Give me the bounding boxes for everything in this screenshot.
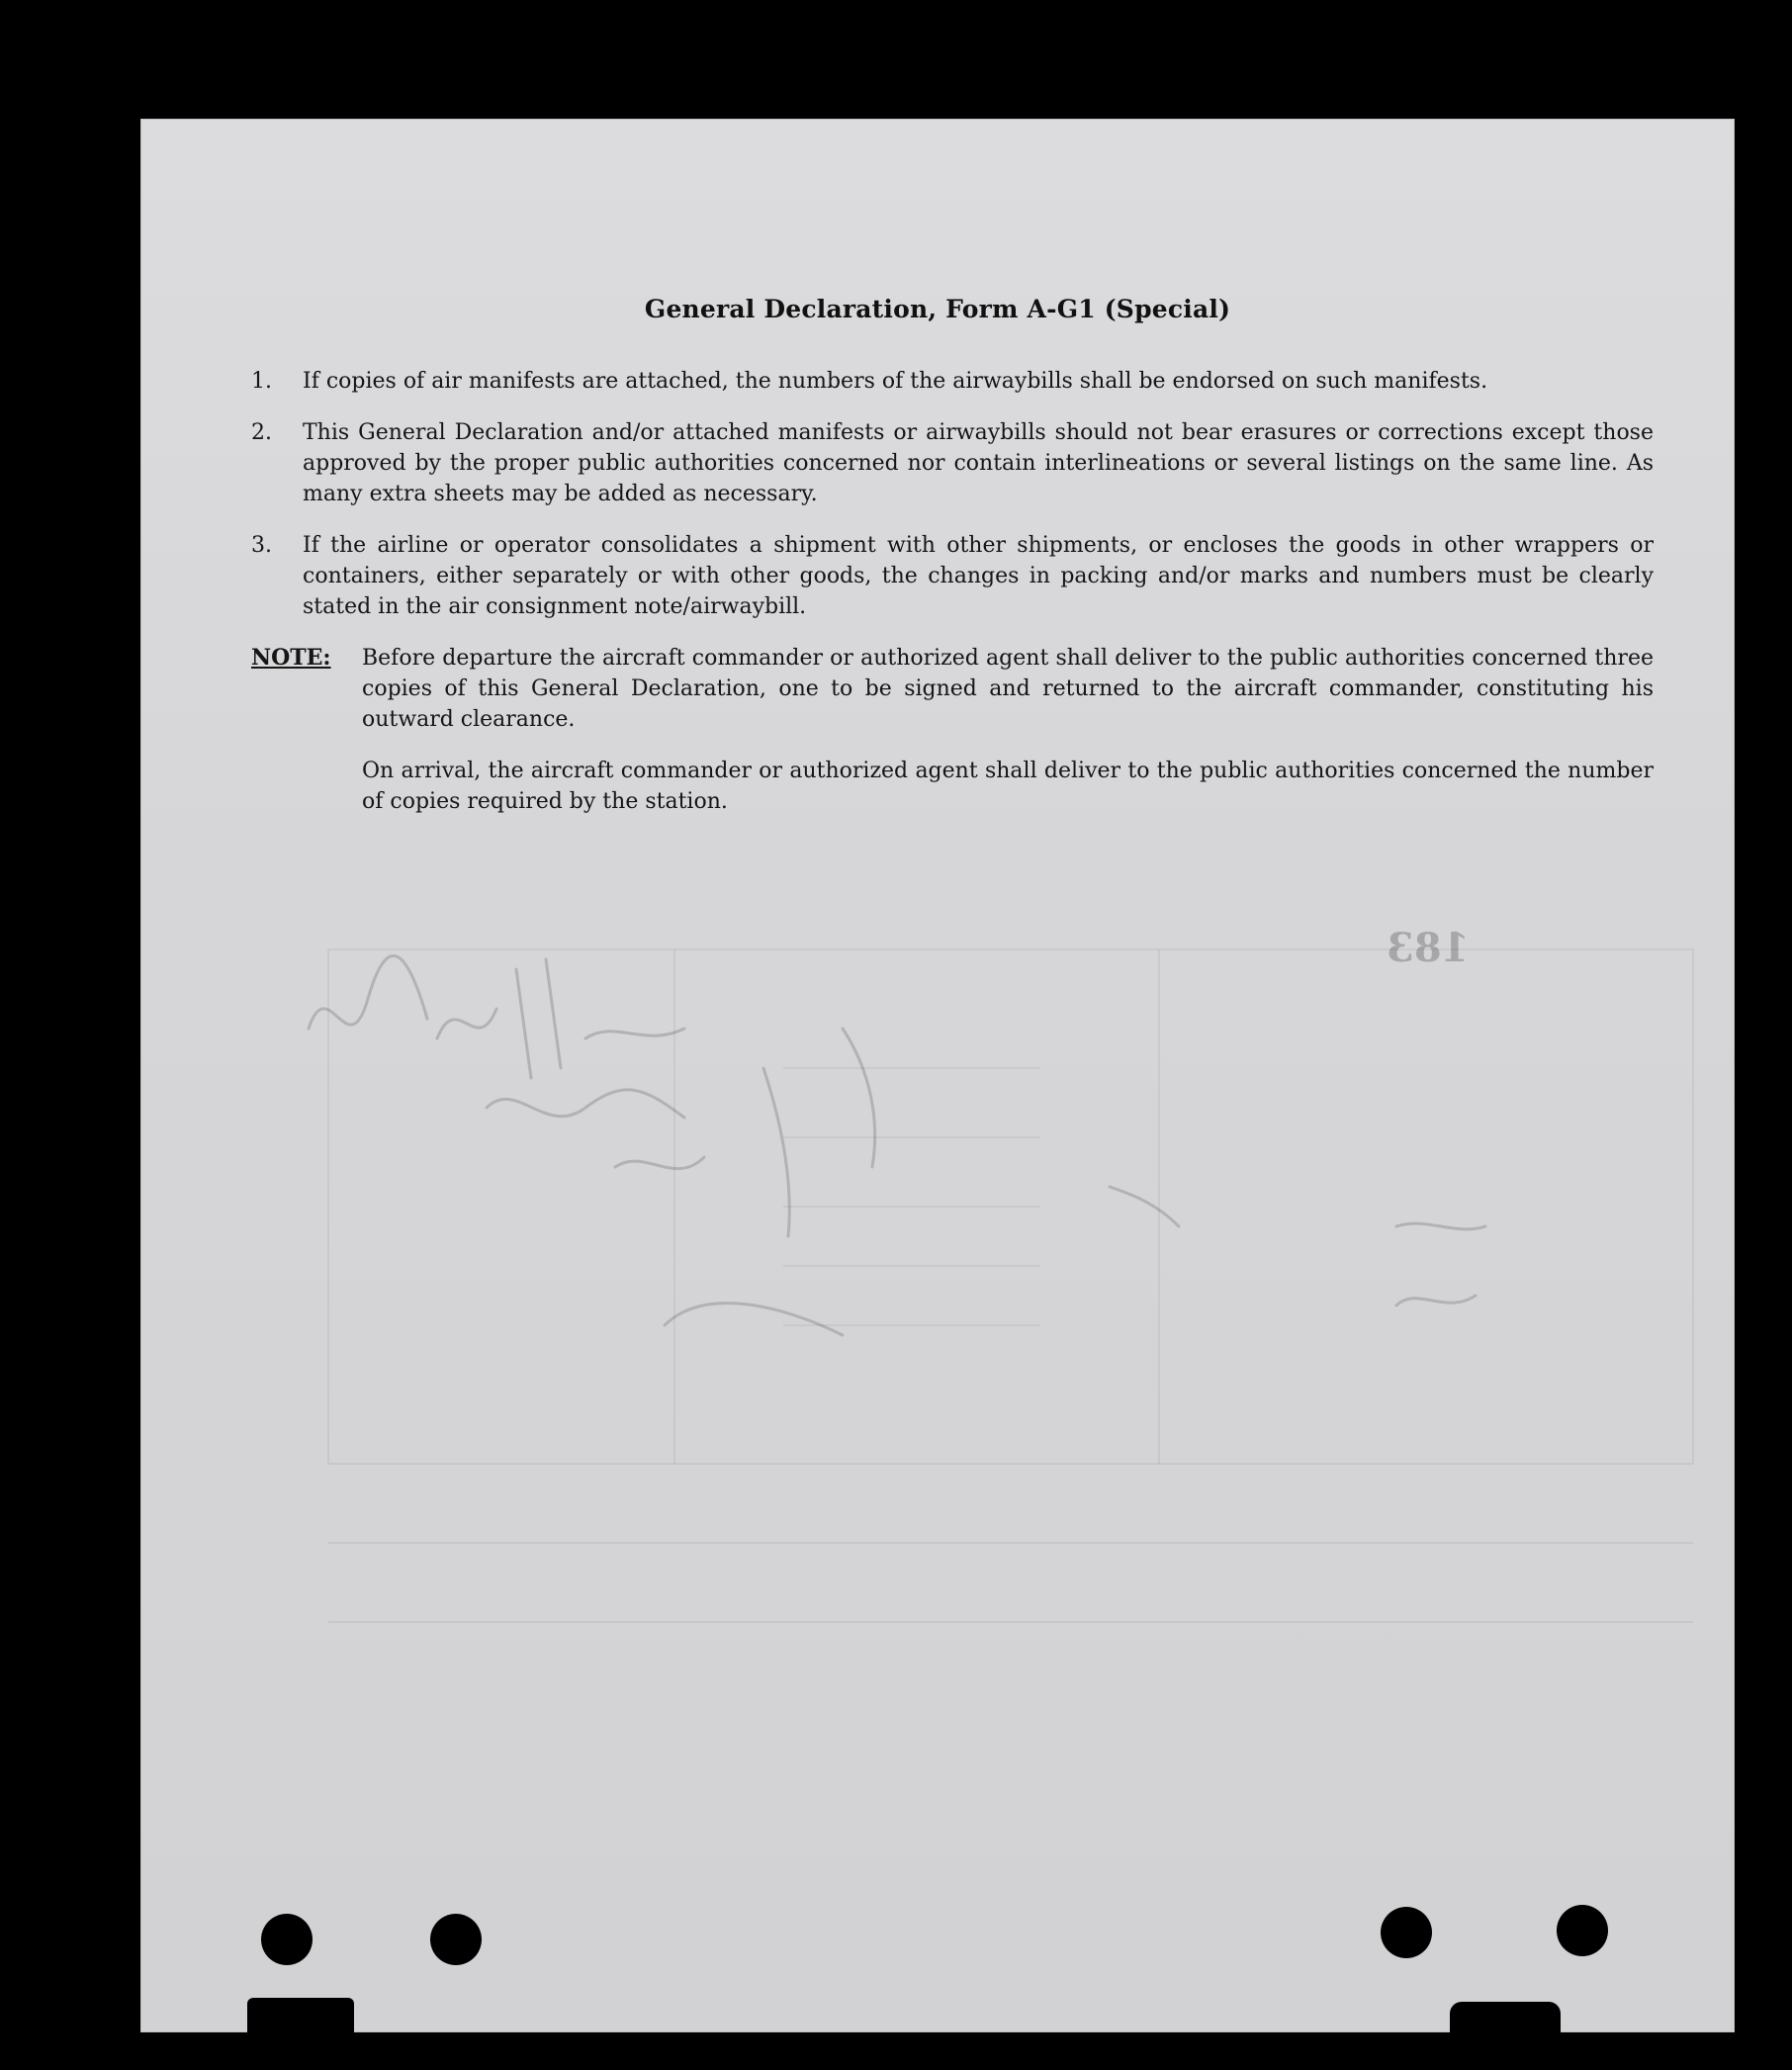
item-text: If copies of air manifests are attached, the numbers of the airwaybills shall be endorsed on such manifests. (303, 369, 1488, 394)
note-block (251, 643, 1656, 735)
punch-hole (261, 1914, 313, 1965)
bleed-through-number: 183 (1387, 925, 1470, 971)
item-number: 2. (251, 420, 272, 445)
item-text: If the airline or operator consolidates a shipment with other shipments, or encloses the goods in other wrappers or containers, either separately or with other goods, the changes in packing and/or marks and numbers must be clearly stated in the air consignment note/airwaybill. (303, 533, 1654, 619)
instruction-item-2 (251, 417, 1656, 509)
note-label: NOTE: (251, 645, 331, 671)
note-continuation (251, 756, 1656, 817)
punch-hole (1381, 1907, 1432, 1958)
punch-hole (430, 1914, 482, 1965)
punch-hole (1557, 1905, 1608, 1956)
instruction-item-3 (251, 530, 1656, 622)
note-paragraph-2: On arrival, the aircraft commander or authorized agent shall deliver to the public authorities concerned the number of copies required by the station. (362, 759, 1654, 814)
document-sheet (140, 119, 1735, 2032)
item-number: 1. (251, 369, 272, 394)
document-title: General Declaration, Form A-G1 (Special) (644, 295, 1231, 323)
item-text: This General Declaration and/or attached manifests or airwaybills should not bear erasures or corrections except those approved by the proper public authorities concerned nor contain interlineations or several listings on the same line. As many extra sheets may be added as necessary. (303, 420, 1654, 506)
bleed-through-handwriting (289, 910, 1772, 1800)
note-paragraph-1: Before departure the aircraft commander or authorized agent shall deliver to the public authorities concerned three copies of this General Declaration, one to be signed and returned to the aircraft commander, constituting his outward clearance. (362, 646, 1654, 732)
binding-tab (247, 1998, 354, 2032)
instruction-item-1 (251, 366, 1656, 397)
item-number: 3. (251, 533, 272, 558)
binding-tab (1450, 2002, 1561, 2032)
